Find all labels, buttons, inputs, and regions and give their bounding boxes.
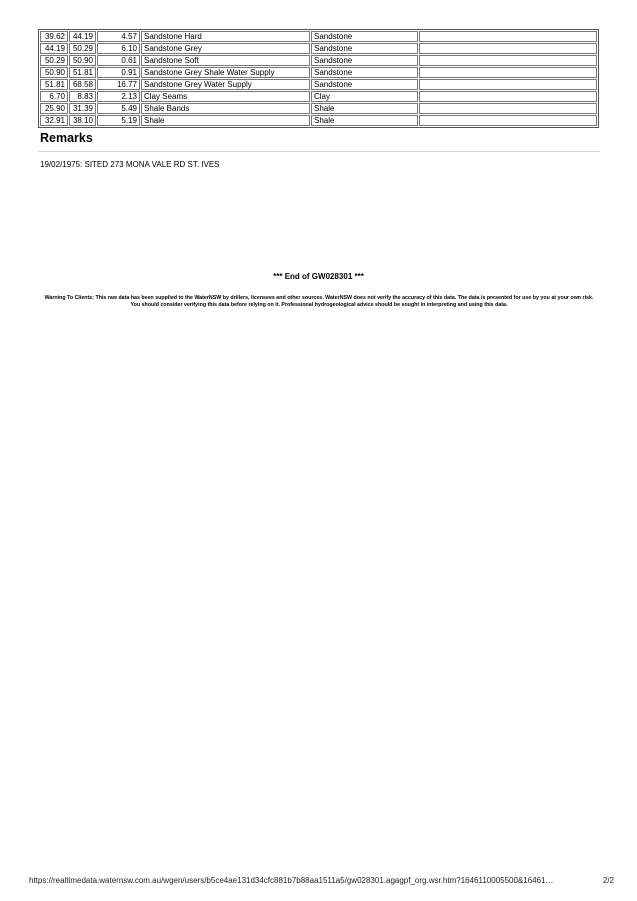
thickness-cell: 6.10: [97, 43, 140, 54]
material-cell: Sandstone: [311, 79, 418, 90]
from-depth-cell: 6.70: [40, 91, 68, 102]
description-cell: Sandstone Grey Shale Water Supply: [141, 67, 310, 78]
thickness-cell: 0.91: [97, 67, 140, 78]
lithology-table-body: [40, 31, 597, 126]
table-row: [40, 43, 597, 54]
end-of-record: *** End of GW028301 ***: [273, 272, 364, 281]
table-row: [40, 91, 597, 102]
remarks-text: 19/02/1975: SITED 273 MONA VALE RD ST. IVES: [40, 160, 220, 169]
description-cell: Sandstone Grey Water Supply: [141, 79, 310, 90]
material-cell: Clay: [311, 91, 418, 102]
to-depth-cell: 38.10: [69, 115, 96, 126]
warning-to-clients: Warning To Clients: This raw data has been supplied to the WaterNSW by drillers, licensees and other sources. WaterNSW does not verify the accuracy of this data. The data is presented for use by you at your own risk. You should consider verifying this data before relying on it. Professional hydrogeological advice should be sought in interpreting and using this data.: [44, 295, 594, 308]
table-row: [40, 79, 597, 90]
comment-cell: [419, 31, 597, 42]
description-cell: Sandstone Grey: [141, 43, 310, 54]
comment-cell: [419, 79, 597, 90]
thickness-cell: 5.19: [97, 115, 140, 126]
material-cell: Shale: [311, 103, 418, 114]
material-cell: Sandstone: [311, 43, 418, 54]
material-cell: Shale: [311, 115, 418, 126]
from-depth-cell: 25.90: [40, 103, 68, 114]
to-depth-cell: 50.90: [69, 55, 96, 66]
to-depth-cell: 50.29: [69, 43, 96, 54]
material-cell: Sandstone: [311, 55, 418, 66]
thickness-cell: 2.13: [97, 91, 140, 102]
thickness-cell: 5.49: [97, 103, 140, 114]
from-depth-cell: 50.90: [40, 67, 68, 78]
comment-cell: [419, 43, 597, 54]
table-row: [40, 67, 597, 78]
table-row: [40, 31, 597, 42]
from-depth-cell: 39.62: [40, 31, 68, 42]
to-depth-cell: 31.39: [69, 103, 96, 114]
description-cell: Shale: [141, 115, 310, 126]
page-number: 2/2: [602, 876, 614, 885]
to-depth-cell: 68.58: [69, 79, 96, 90]
comment-cell: [419, 115, 597, 126]
description-cell: Clay Seams: [141, 91, 310, 102]
description-cell: Sandstone Hard: [141, 31, 310, 42]
thickness-cell: 0.61: [97, 55, 140, 66]
comment-cell: [419, 103, 597, 114]
from-depth-cell: 50.29: [40, 55, 68, 66]
thickness-cell: 16.77: [97, 79, 140, 90]
description-cell: Sandstone Soft: [141, 55, 310, 66]
description-cell: Shale Bands: [141, 103, 310, 114]
from-depth-cell: 44.19: [40, 43, 68, 54]
lithology-table: [38, 29, 599, 128]
table-row: [40, 103, 597, 114]
table-row: [40, 115, 597, 126]
to-depth-cell: 51.81: [69, 67, 96, 78]
comment-cell: [419, 91, 597, 102]
from-depth-cell: 32.91: [40, 115, 68, 126]
remarks-divider: [38, 151, 600, 152]
to-depth-cell: 44.19: [69, 31, 96, 42]
material-cell: Sandstone: [311, 67, 418, 78]
footer-url: https://realtimedata.waternsw.com.au/wgen/users/b5ce4ae131d34cfc881b7b88aa1511a5/gw028301.agagpf_org.wsr.htm?1646110005500&16461…: [29, 876, 554, 885]
to-depth-cell: 8.83: [69, 91, 96, 102]
thickness-cell: 4.57: [97, 31, 140, 42]
comment-cell: [419, 67, 597, 78]
remarks-heading: Remarks: [40, 131, 93, 145]
material-cell: Sandstone: [311, 31, 418, 42]
comment-cell: [419, 55, 597, 66]
table-row: [40, 55, 597, 66]
from-depth-cell: 51.81: [40, 79, 68, 90]
